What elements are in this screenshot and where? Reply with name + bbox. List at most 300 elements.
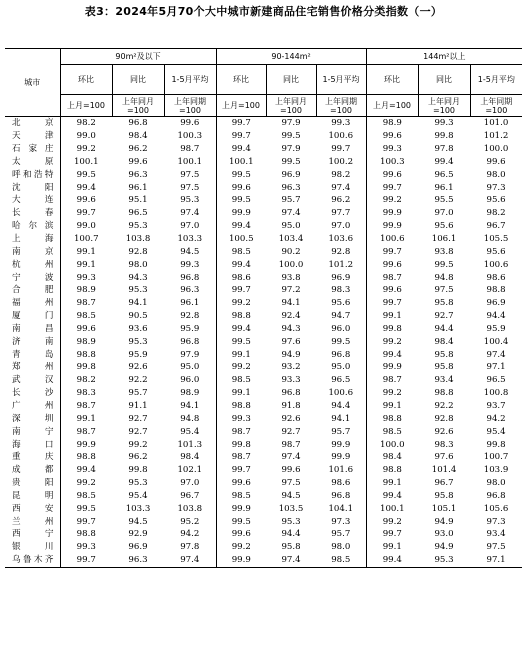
col-header-yoy: 同比: [418, 65, 470, 95]
value-cell: 95.8: [281, 542, 301, 553]
city-name-cell: 杭州: [12, 259, 54, 270]
value-cell: 96.9: [128, 542, 148, 553]
value-cell: 99.3: [60, 541, 112, 554]
value-cell: 97.4: [281, 208, 301, 219]
group-header-large: 144m²以上: [366, 49, 522, 65]
value-cell: 99.3: [331, 118, 351, 129]
city-name-cell: 成都: [12, 465, 54, 476]
value-cell: 98.6: [216, 271, 266, 284]
value-cell: 101.2: [328, 259, 354, 270]
value-cell: 97.1: [486, 362, 506, 373]
city-name-cell: 长沙: [12, 388, 54, 399]
city-name-cell: 合肥: [12, 285, 54, 296]
value-cell: 95.0: [180, 362, 200, 373]
value-cell: 98.0: [486, 478, 506, 489]
table-row: [5, 284, 522, 297]
value-cell: 94.5: [281, 490, 301, 501]
value-cell: 97.0: [180, 478, 200, 489]
value-cell: 96.8: [331, 349, 351, 360]
value-cell: 100.1: [60, 156, 112, 169]
value-cell: 99.5: [60, 502, 112, 515]
value-cell: 99.5: [216, 194, 266, 207]
value-cell: 99.6: [216, 181, 266, 194]
value-cell: 99.4: [216, 220, 266, 233]
value-cell: 98.9: [60, 335, 112, 348]
value-cell: 94.3: [128, 272, 148, 283]
value-cell: 97.4: [486, 349, 506, 360]
value-cell: 92.7: [281, 426, 301, 437]
value-cell: 96.8: [128, 118, 148, 129]
value-cell: 94.9: [434, 542, 454, 553]
value-cell: 99.2: [216, 361, 266, 374]
value-cell: 100.6: [328, 388, 354, 399]
table-row: [5, 271, 522, 284]
value-cell: 99.9: [216, 554, 266, 567]
col-header-avg: 1-5月平均: [316, 65, 366, 95]
table-row: [5, 297, 522, 310]
group-header-small: 90m²及以下: [60, 49, 216, 65]
city-name-cell: 上海: [12, 234, 54, 245]
value-cell: 95.7: [331, 529, 351, 540]
base-header-avg: 上年同期=100: [164, 95, 216, 117]
value-cell: 97.1: [470, 554, 522, 567]
value-cell: 93.8: [434, 246, 454, 257]
value-cell: 99.3: [60, 271, 112, 284]
city-name-cell: 昆明: [12, 490, 54, 501]
value-cell: 98.7: [281, 439, 301, 450]
table-row: [5, 168, 522, 181]
base-header-yoy: 上年同月=100: [266, 95, 316, 117]
value-cell: 99.7: [366, 297, 418, 310]
city-name-cell: 济南: [12, 336, 54, 347]
value-cell: 99.4: [216, 323, 266, 336]
value-cell: 97.9: [281, 144, 301, 155]
value-cell: 98.6: [331, 478, 351, 489]
value-cell: 96.1: [434, 182, 454, 193]
table-row: [5, 412, 522, 425]
value-cell: 94.4: [434, 323, 454, 334]
value-cell: 90.5: [128, 311, 148, 322]
value-cell: 99.4: [366, 554, 418, 567]
base-header-avg: 上年同期=100: [470, 95, 522, 117]
value-cell: 99.8: [216, 438, 266, 451]
value-cell: 99.7: [366, 181, 418, 194]
value-cell: 103.3: [177, 234, 203, 245]
value-cell: 94.8: [434, 272, 454, 283]
city-name-cell: 银川: [12, 542, 54, 553]
value-cell: 95.3: [281, 516, 301, 527]
value-cell: 100.0: [278, 259, 304, 270]
value-cell: 96.3: [112, 554, 164, 567]
value-cell: 99.9: [366, 361, 418, 374]
value-cell: 96.2: [128, 144, 148, 155]
value-cell: 98.2: [60, 117, 112, 130]
value-cell: 95.3: [128, 336, 148, 347]
value-cell: 99.1: [366, 541, 418, 554]
value-cell: 99.2: [366, 515, 418, 528]
value-cell: 99.3: [216, 412, 266, 425]
value-cell: 103.8: [177, 503, 203, 514]
value-cell: 95.3: [128, 221, 148, 232]
value-cell: 97.7: [331, 208, 351, 219]
table-row: [5, 258, 522, 271]
value-cell: 99.6: [180, 118, 200, 129]
value-cell: 97.4: [180, 208, 200, 219]
value-cell: 98.9: [366, 117, 418, 130]
value-cell: 105.5: [483, 234, 509, 245]
city-name-cell: 哈尔滨: [12, 221, 54, 232]
city-name-cell: 长春: [12, 208, 54, 219]
value-cell: 93.0: [434, 529, 454, 540]
value-cell: 99.5: [281, 156, 301, 167]
city-name-cell: 太原: [12, 156, 54, 167]
value-cell: 99.8: [434, 131, 454, 142]
value-cell: 98.7: [216, 451, 266, 464]
value-cell: 99.4: [366, 348, 418, 361]
value-cell: 96.9: [331, 272, 351, 283]
value-cell: 97.4: [266, 554, 316, 567]
value-cell: 99.1: [366, 477, 418, 490]
value-cell: 99.7: [60, 207, 112, 220]
value-cell: 95.8: [434, 362, 454, 373]
base-header-yoy: 上年同月=100: [418, 95, 470, 117]
table-row: [5, 464, 522, 477]
value-cell: 99.2: [216, 541, 266, 554]
value-cell: 96.0: [180, 375, 200, 386]
value-cell: 95.5: [434, 195, 454, 206]
value-cell: 96.8: [180, 336, 200, 347]
value-cell: 102.1: [177, 465, 203, 476]
table-row: [5, 310, 522, 323]
value-cell: 91.1: [128, 400, 148, 411]
value-cell: 95.6: [331, 298, 351, 309]
value-cell: 97.0: [434, 208, 454, 219]
value-cell: 95.7: [281, 195, 301, 206]
city-name-cell: 深圳: [12, 413, 54, 424]
value-cell: 96.5: [434, 169, 454, 180]
table-row: [5, 400, 522, 413]
value-cell: 96.8: [180, 272, 200, 283]
value-cell: 103.3: [125, 503, 151, 514]
value-cell: 99.3: [366, 143, 418, 156]
value-cell: 98.8: [486, 285, 506, 296]
value-cell: 101.4: [431, 465, 457, 476]
value-cell: 96.2: [128, 452, 148, 463]
value-cell: 100.6: [328, 131, 354, 142]
value-cell: 100.1: [177, 156, 203, 167]
base-header-mom: 上月=100: [216, 95, 266, 117]
col-header-mom: 环比: [60, 65, 112, 95]
value-cell: 94.2: [180, 529, 200, 540]
table-row: [5, 554, 522, 567]
value-cell: 99.5: [216, 168, 266, 181]
value-cell: 98.5: [216, 374, 266, 387]
value-cell: 99.7: [60, 554, 112, 567]
value-cell: 100.7: [60, 233, 112, 246]
value-cell: 96.1: [180, 298, 200, 309]
value-cell: 106.1: [431, 234, 457, 245]
value-cell: 99.9: [216, 207, 266, 220]
value-cell: 95.2: [180, 516, 200, 527]
value-cell: 96.8: [281, 388, 301, 399]
value-cell: 92.4: [281, 311, 301, 322]
value-cell: 97.4: [164, 554, 216, 567]
value-cell: 98.2: [486, 208, 506, 219]
table-row: [5, 181, 522, 194]
value-cell: 99.1: [216, 348, 266, 361]
value-cell: 97.0: [180, 221, 200, 232]
col-header-yoy: 同比: [266, 65, 316, 95]
value-cell: 98.7: [60, 425, 112, 438]
value-cell: 95.8: [434, 349, 454, 360]
value-cell: 100.3: [177, 131, 203, 142]
value-cell: 101.0: [483, 118, 509, 129]
city-name-cell: 大连: [12, 195, 54, 206]
value-cell: 94.7: [331, 311, 351, 322]
value-cell: 97.6: [281, 336, 301, 347]
value-cell: 99.5: [216, 335, 266, 348]
table-row: [5, 541, 522, 554]
value-cell: 96.9: [281, 169, 301, 180]
value-cell: 98.4: [366, 451, 418, 464]
value-cell: 98.7: [60, 400, 112, 413]
city-name-cell: 海口: [12, 439, 54, 450]
table-row: [5, 515, 522, 528]
table-row: [5, 207, 522, 220]
value-cell: 90.2: [281, 246, 301, 257]
table-row: [5, 374, 522, 387]
value-cell: 95.1: [128, 195, 148, 206]
city-name-cell: 天津: [12, 131, 54, 142]
city-name-cell: 呼和浩特: [12, 169, 54, 180]
city-name-cell: 南昌: [12, 323, 54, 334]
value-cell: 94.2: [486, 413, 506, 424]
value-cell: 94.1: [180, 400, 200, 411]
value-cell: 99.1: [216, 387, 266, 400]
value-cell: 95.3: [418, 554, 470, 567]
value-cell: 100.1: [216, 156, 266, 169]
city-name-cell: 兰州: [12, 516, 54, 527]
value-cell: 92.7: [434, 311, 454, 322]
value-cell: 99.7: [331, 144, 351, 155]
value-cell: 96.5: [128, 208, 148, 219]
value-cell: 98.5: [216, 489, 266, 502]
value-cell: 93.4: [486, 529, 506, 540]
value-cell: 99.6: [366, 284, 418, 297]
value-cell: 99.7: [60, 515, 112, 528]
value-cell: 100.7: [483, 452, 509, 463]
value-cell: 99.1: [60, 258, 112, 271]
value-cell: 96.3: [281, 182, 301, 193]
value-cell: 94.1: [281, 298, 301, 309]
value-cell: 99.1: [60, 412, 112, 425]
value-cell: 99.9: [366, 220, 418, 233]
table-row: [5, 143, 522, 156]
value-cell: 95.7: [331, 426, 351, 437]
value-cell: 101.2: [483, 131, 509, 142]
value-cell: 92.6: [434, 426, 454, 437]
value-cell: 98.0: [128, 259, 148, 270]
value-cell: 91.8: [281, 400, 301, 411]
city-name-cell: 宁波: [12, 272, 54, 283]
value-cell: 92.6: [281, 413, 301, 424]
table-row: [5, 233, 522, 246]
value-cell: 99.7: [216, 284, 266, 297]
value-cell: 93.3: [281, 375, 301, 386]
value-cell: 96.7: [180, 490, 200, 501]
value-cell: 98.4: [180, 452, 200, 463]
value-cell: 98.2: [60, 374, 112, 387]
value-cell: 98.7: [180, 144, 200, 155]
value-cell: 100.8: [483, 388, 509, 399]
value-cell: 96.3: [128, 169, 148, 180]
value-cell: 100.3: [366, 156, 418, 169]
value-cell: 99.6: [366, 168, 418, 181]
city-name-cell: 贵阳: [12, 478, 54, 489]
value-cell: 98.8: [366, 412, 418, 425]
value-cell: 98.2: [331, 169, 351, 180]
value-cell: 96.9: [486, 298, 506, 309]
value-cell: 97.0: [331, 221, 351, 232]
base-header-mom: 上月=100: [366, 95, 418, 117]
value-cell: 95.0: [281, 221, 301, 232]
table-row: [5, 348, 522, 361]
value-cell: 98.5: [316, 554, 366, 567]
value-cell: 98.8: [366, 464, 418, 477]
col-header-mom: 环比: [216, 65, 266, 95]
table-row: [5, 425, 522, 438]
value-cell: 95.3: [128, 478, 148, 489]
value-cell: 95.4: [128, 490, 148, 501]
city-name-cell: 青岛: [12, 349, 54, 360]
value-cell: 98.7: [366, 271, 418, 284]
value-cell: 97.3: [331, 516, 351, 527]
value-cell: 97.5: [180, 182, 200, 193]
value-cell: 94.8: [180, 413, 200, 424]
value-cell: 98.5: [366, 425, 418, 438]
value-cell: 98.7: [216, 425, 266, 438]
value-cell: 99.6: [366, 258, 418, 271]
value-cell: 103.5: [278, 503, 304, 514]
table-row: [5, 451, 522, 464]
city-name-cell: 西宁: [12, 529, 54, 540]
value-cell: 100.2: [328, 156, 354, 167]
value-cell: 98.8: [60, 348, 112, 361]
value-cell: 97.3: [486, 182, 506, 193]
city-name-cell: 南宁: [12, 426, 54, 437]
table-row: [5, 489, 522, 502]
value-cell: 94.4: [281, 529, 301, 540]
value-cell: 99.9: [60, 438, 112, 451]
city-name-cell: 南京: [12, 246, 54, 257]
value-cell: 99.2: [366, 335, 418, 348]
value-cell: 94.1: [128, 298, 148, 309]
value-cell: 96.2: [331, 195, 351, 206]
value-cell: 98.9: [180, 388, 200, 399]
city-column-header: 城市: [5, 49, 60, 117]
value-cell: 92.6: [128, 362, 148, 373]
city-name-cell: 乌鲁木齐: [5, 554, 60, 567]
table-row: [5, 438, 522, 451]
city-name-cell: 福州: [12, 298, 54, 309]
value-cell: 98.0: [331, 542, 351, 553]
value-cell: 93.8: [281, 272, 301, 283]
value-cell: 100.6: [366, 233, 418, 246]
value-cell: 94.4: [331, 400, 351, 411]
table-row: [5, 477, 522, 490]
value-cell: 99.1: [366, 400, 418, 413]
value-cell: 98.8: [434, 388, 454, 399]
value-cell: 99.4: [60, 181, 112, 194]
value-cell: 99.6: [216, 528, 266, 541]
base-header-avg: 上年同期=100: [316, 95, 366, 117]
value-cell: 93.7: [486, 400, 506, 411]
value-cell: 98.8: [60, 528, 112, 541]
value-cell: 99.7: [366, 528, 418, 541]
value-cell: 98.8: [60, 451, 112, 464]
value-cell: 99.4: [216, 143, 266, 156]
value-cell: 101.3: [177, 439, 203, 450]
value-cell: 100.0: [483, 144, 509, 155]
value-cell: 98.5: [60, 489, 112, 502]
value-cell: 97.8: [434, 144, 454, 155]
value-cell: 92.2: [128, 375, 148, 386]
value-cell: 93.2: [281, 362, 301, 373]
value-cell: 94.9: [434, 516, 454, 527]
value-cell: 99.5: [281, 131, 301, 142]
table-row: [5, 245, 522, 258]
value-cell: 99.6: [486, 156, 506, 167]
value-cell: 99.9: [331, 452, 351, 463]
value-cell: 105.1: [431, 503, 457, 514]
value-cell: 99.2: [60, 477, 112, 490]
value-cell: 99.4: [216, 258, 266, 271]
value-cell: 99.5: [216, 515, 266, 528]
value-cell: 99.6: [60, 323, 112, 336]
value-cell: 98.6: [486, 272, 506, 283]
value-cell: 100.5: [216, 233, 266, 246]
value-cell: 95.4: [486, 426, 506, 437]
value-cell: 98.3: [434, 439, 454, 450]
value-cell: 97.9: [281, 118, 301, 129]
value-cell: 99.2: [216, 297, 266, 310]
value-cell: 99.7: [366, 245, 418, 258]
city-name-cell: 郑州: [12, 362, 54, 373]
value-cell: 103.4: [278, 234, 304, 245]
value-cell: 103.6: [328, 234, 354, 245]
value-cell: 92.2: [434, 400, 454, 411]
value-cell: 99.8: [486, 439, 506, 450]
city-name-cell: 重庆: [12, 452, 54, 463]
value-cell: 99.7: [216, 464, 266, 477]
col-header-avg: 1-5月平均: [470, 65, 522, 95]
table-row: [5, 156, 522, 169]
value-cell: 97.5: [434, 285, 454, 296]
value-cell: 99.1: [60, 245, 112, 258]
value-cell: 95.7: [128, 388, 148, 399]
value-cell: 99.8: [60, 361, 112, 374]
value-cell: 99.6: [60, 194, 112, 207]
value-cell: 98.7: [60, 297, 112, 310]
value-cell: 97.4: [331, 182, 351, 193]
value-cell: 97.5: [281, 478, 301, 489]
value-cell: 99.2: [128, 439, 148, 450]
value-cell: 99.6: [366, 130, 418, 143]
price-index-table: [5, 48, 522, 568]
value-cell: 95.3: [128, 285, 148, 296]
value-cell: 99.3: [180, 259, 200, 270]
group-header-medium: 90-144m²: [216, 49, 366, 65]
